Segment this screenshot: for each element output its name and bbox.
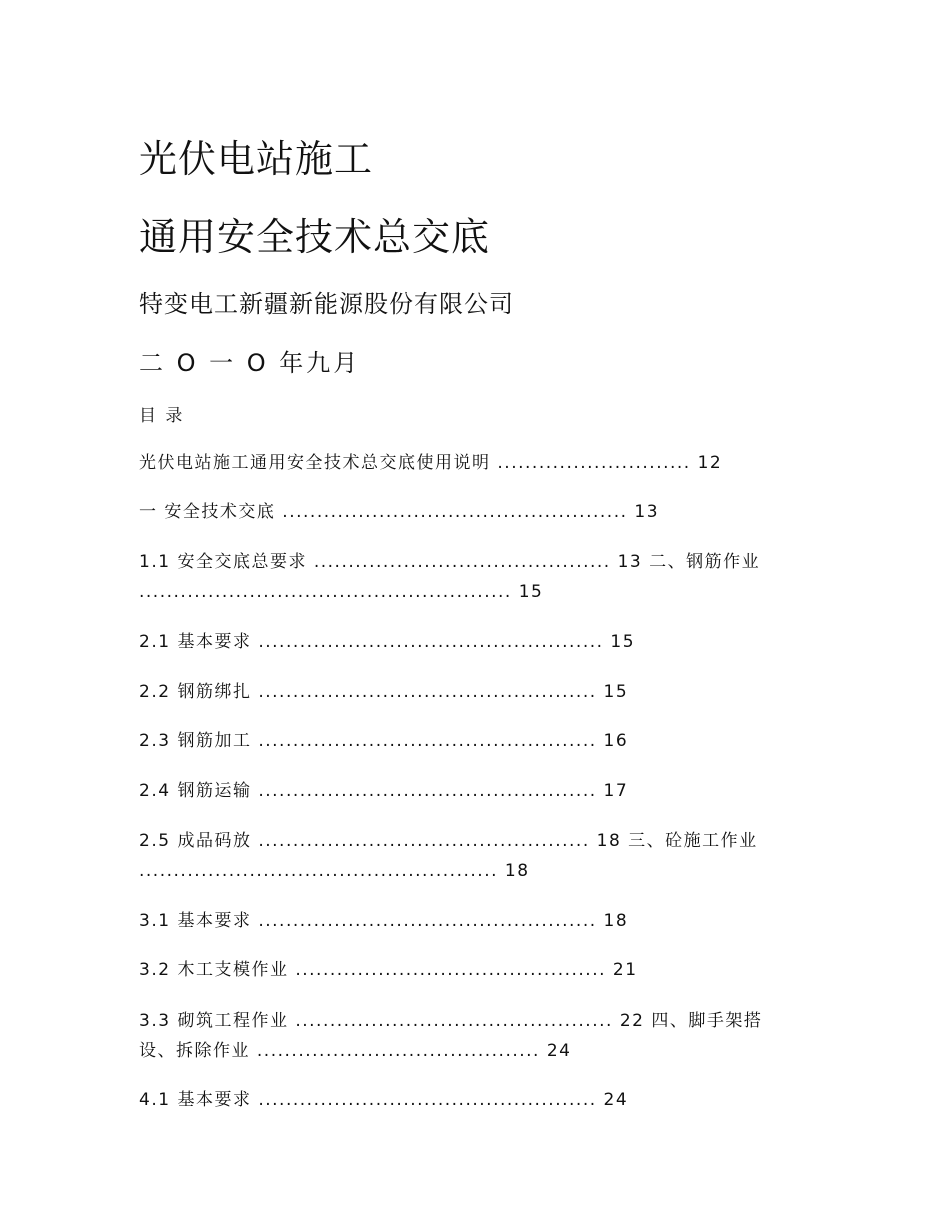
toc-entry: 2.4 钢筋运输 ................................................. 17 xyxy=(139,781,629,801)
toc-entry: 1.1 安全交底总要求 ........................................... 13 二、钢筋作业 xyxy=(139,552,761,572)
toc-entry-continuation: ...................................................... 15 xyxy=(139,582,544,602)
toc-entry: 3.1 基本要求 ................................................. 18 xyxy=(139,911,629,931)
toc-entry: 3.3 砌筑工程作业 .............................................. 22 四、脚手架搭 xyxy=(139,1011,763,1031)
title-line-2: 通用安全技术总交底 xyxy=(139,215,491,259)
toc-entry: 4.1 基本要求 ................................................. 24 xyxy=(139,1090,629,1110)
toc-entry: 2.5 成品码放 ................................................ 18 三、砼施工作业 xyxy=(139,831,758,851)
company-name: 特变电工新疆新能源股份有限公司 xyxy=(139,290,514,318)
toc-entry: 光伏电站施工通用安全技术总交底使用说明 ............................ 12 xyxy=(139,453,723,473)
toc-entry-continuation: 设、拆除作业 ......................................... 24 xyxy=(139,1041,572,1061)
toc-entry: 2.1 基本要求 .................................................. 15 xyxy=(139,632,636,652)
toc-entry-continuation: .................................................... 18 xyxy=(139,861,530,881)
toc-entry: 一 安全技术交底 .................................................. 13 xyxy=(139,502,660,522)
title-line-1: 光伏电站施工 xyxy=(139,137,374,181)
toc-entry: 2.3 钢筋加工 ................................................. 16 xyxy=(139,731,629,751)
document-date: 二 O 一 O 年九月 xyxy=(139,349,361,377)
toc-entry: 2.2 钢筋绑扎 ................................................. 15 xyxy=(139,682,629,702)
toc-heading: 目 录 xyxy=(139,406,185,426)
toc-entry: 3.2 木工支模作业 ............................................. 21 xyxy=(139,960,638,980)
